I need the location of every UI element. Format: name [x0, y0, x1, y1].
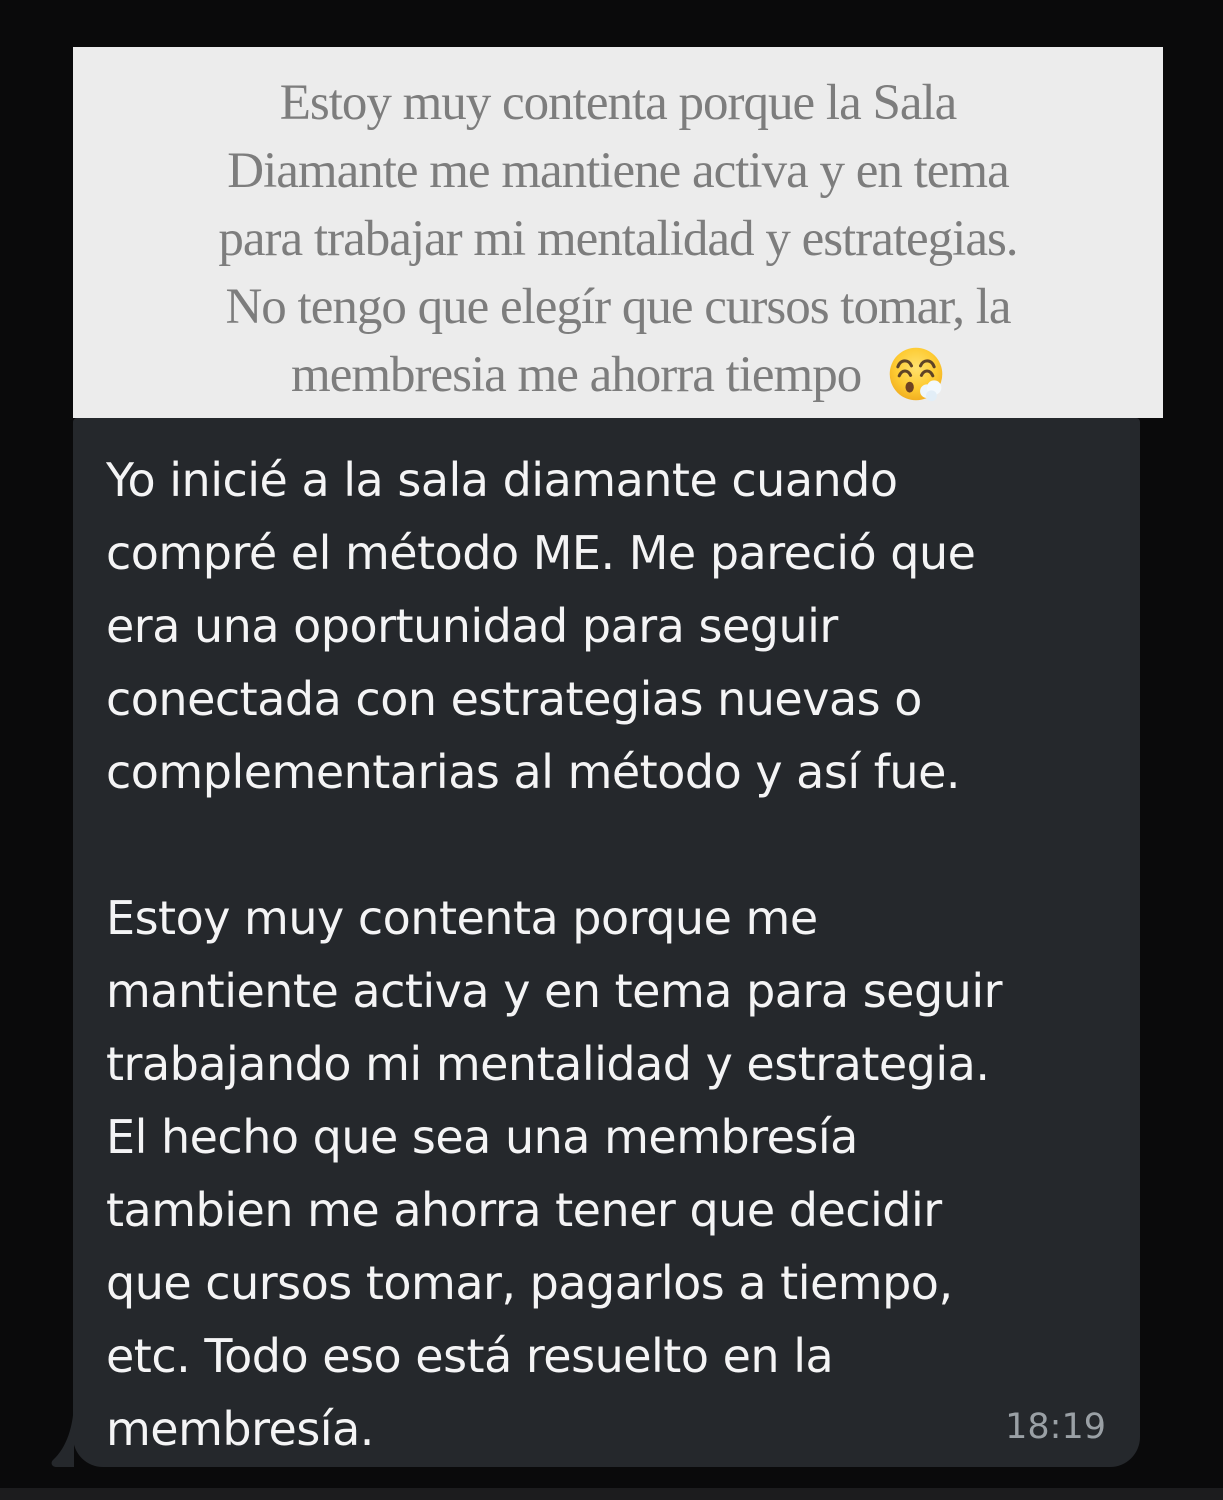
message-line: compré el método ME. Me pareció que — [106, 526, 976, 580]
message-line: trabajando mi mentalidad y estrategia. — [106, 1037, 990, 1091]
next-message-edge — [0, 1488, 1223, 1500]
quote-line — [73, 341, 1163, 409]
message-line: El hecho que sea una membresía — [106, 1110, 858, 1164]
message-line: que cursos tomar, pagarlos a tiempo, — [106, 1256, 953, 1310]
quote-line: para trabajar mi mentalidad y estrategias. — [218, 211, 1018, 267]
message-line: mantiente activa y en tema para seguir — [106, 964, 1003, 1018]
message-line: tambien me ahorra tener que decidir — [106, 1183, 942, 1237]
paragraph-spacer — [106, 809, 1110, 882]
quote-line: Diamante me mantiene activa y en tema — [227, 143, 1009, 199]
message-timestamp: 18:19 — [1005, 1407, 1106, 1447]
message-line: Estoy muy contenta porque me — [106, 891, 818, 945]
message-line: membresía. — [106, 1402, 374, 1456]
quote-line: No tengo que elegír que cursos tomar, la — [225, 279, 1011, 335]
bubble-tail-icon — [49, 1399, 74, 1467]
message-line: era una oportunidad para seguir — [106, 599, 838, 653]
quote-last-line-text: membresia me ahorra tiempo — [291, 347, 862, 403]
message-line: Yo inicié a la sala diamante cuando — [106, 453, 898, 507]
quote-line: Estoy muy contenta porque la Sala — [279, 75, 957, 131]
message-line: etc. Todo eso está resuelto en la — [106, 1329, 834, 1383]
incoming-message-bubble[interactable] — [73, 418, 1140, 1467]
quote-overlay-card — [73, 47, 1163, 418]
face-exhaling-emoji — [887, 345, 945, 403]
message-line: complementarias al método y así fue. — [106, 745, 961, 799]
message-line: conectada con estrategias nuevas o — [106, 672, 922, 726]
